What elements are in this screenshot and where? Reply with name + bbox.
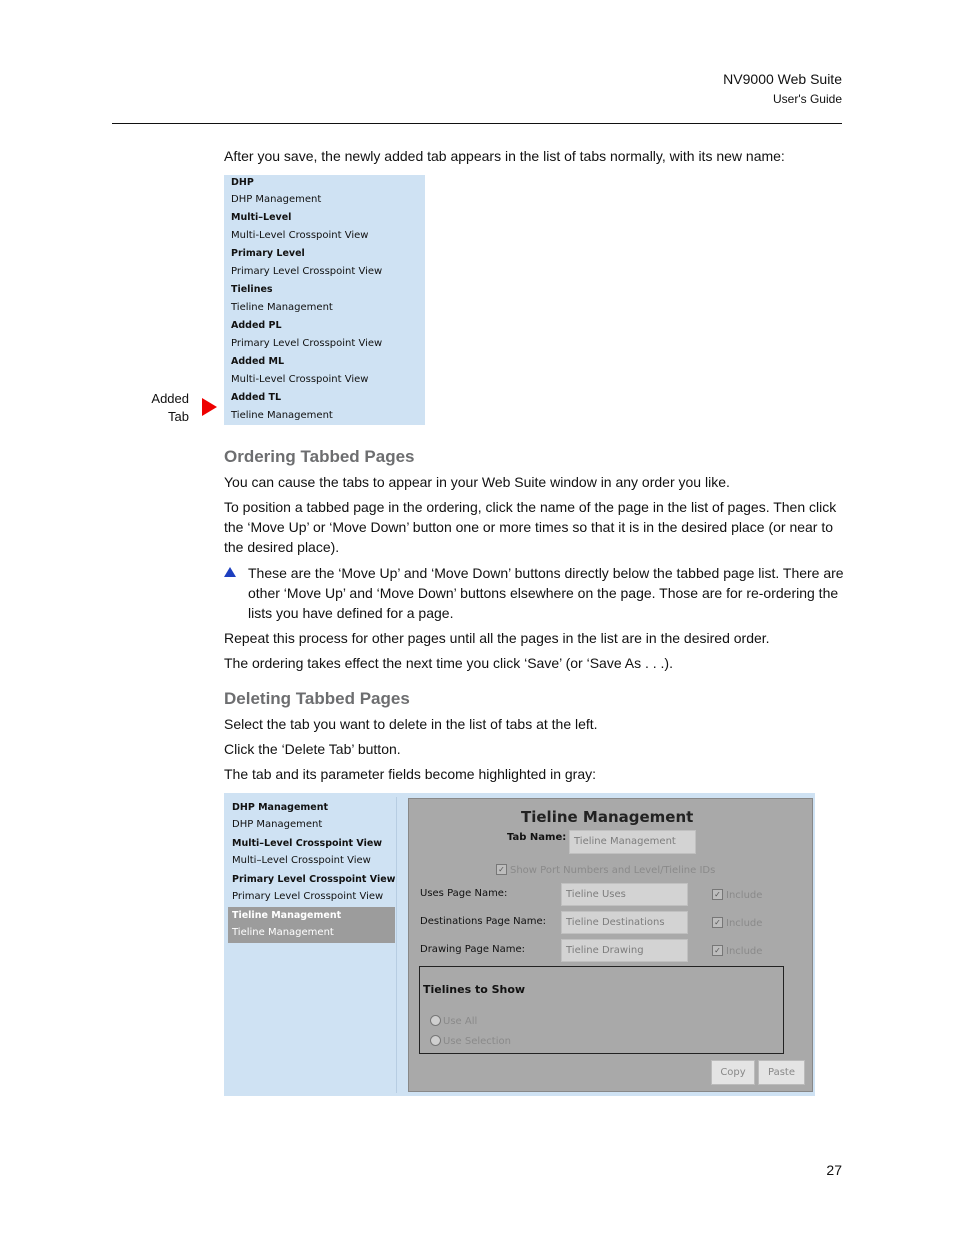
tielines-to-show-title: Tielines to Show	[423, 983, 526, 996]
callout-line-1: Added	[151, 391, 189, 406]
tab-list-item[interactable]: Added PL	[231, 320, 282, 331]
callout-label	[140, 390, 189, 426]
uses-page-name-field[interactable]: Tieline Uses	[561, 883, 688, 906]
tab-list-item[interactable]: Primary Level Crosspoint View	[232, 874, 396, 885]
tab-list-item[interactable]: Multi–Level Crosspoint View	[232, 838, 383, 849]
tab-list-item-selected[interactable]: Tieline Management	[232, 927, 334, 938]
use-selection-label: Use Selection	[443, 1036, 511, 1047]
tab-list-panel	[228, 797, 397, 1093]
ordering-paragraph-4: The ordering takes effect the next time you click ‘Save’ (or ‘Save As . . .).	[224, 655, 673, 671]
header-rule	[112, 123, 842, 124]
tielines-to-show-group	[419, 966, 784, 1054]
page-number: 27	[826, 1162, 842, 1178]
destinations-include-checkbox[interactable]: ✓	[712, 917, 723, 928]
ordering-paragraph-1: You can cause the tabs to appear in your Web Suite window in any order you like.	[224, 474, 730, 490]
use-all-label: Use All	[443, 1016, 478, 1027]
tab-list-item-selected[interactable]: Tieline Management	[232, 910, 342, 921]
uses-include-checkbox[interactable]: ✓	[712, 889, 723, 900]
drawing-page-name-label: Drawing Page Name:	[420, 944, 526, 955]
tab-list-item[interactable]: Primary Level Crosspoint View	[232, 891, 384, 902]
deleting-heading: Deleting Tabbed Pages	[224, 689, 410, 708]
drawing-include-checkbox[interactable]: ✓	[712, 945, 723, 956]
destinations-page-name-field[interactable]: Tieline Destinations	[561, 911, 688, 934]
tab-list-item[interactable]: Tieline Management	[231, 410, 333, 421]
ordering-heading: Ordering Tabbed Pages	[224, 447, 415, 466]
use-all-radio[interactable]	[430, 1015, 441, 1026]
intro-paragraph: After you save, the newly added tab appears in the list of tabs normally, with its new name:	[224, 148, 785, 164]
tab-list-figure	[224, 175, 425, 425]
callout-arrow-icon	[202, 398, 217, 416]
callout-line-2: Tab	[168, 409, 189, 424]
drawing-include-label: Include	[726, 946, 763, 957]
tab-list-item[interactable]: DHP	[231, 177, 254, 188]
deleting-paragraph-2: Click the ‘Delete Tab’ button.	[224, 741, 401, 757]
panel-title: Tieline Management	[521, 808, 694, 826]
tab-list-item[interactable]: Tielines	[231, 284, 273, 295]
ordering-paragraph-3: Repeat this process for other pages until all the pages in the list are in the desired order.	[224, 630, 770, 646]
tab-list-item[interactable]: Multi–Level Crosspoint View	[232, 855, 371, 866]
drawing-page-name-field[interactable]: Tieline Drawing	[561, 939, 688, 962]
tab-name-label: Tab Name:	[507, 832, 567, 843]
ordering-bullet: These are the ‘Move Up’ and ‘Move Down’ buttons directly below the tabbed page list. There are other ‘Move Up’ and ‘Move Down’ buttons elsewhere on the page. Those are for re-ordering the lists you have defined for a page.	[248, 565, 844, 621]
tab-list-item[interactable]: Primary Level	[231, 248, 305, 259]
copy-button[interactable]: Copy	[711, 1060, 755, 1085]
delete-tab-screenshot	[224, 793, 815, 1096]
destinations-page-name-label: Destinations Page Name:	[420, 916, 547, 927]
selected-tab-highlight[interactable]	[228, 907, 395, 943]
show-ids-label: Show Port Numbers and Level/Tieline IDs	[510, 865, 716, 876]
use-selection-radio[interactable]	[430, 1035, 441, 1046]
tab-list-item[interactable]: Primary Level Crosspoint View	[231, 266, 383, 277]
tab-list-item[interactable]: DHP Management	[232, 802, 329, 813]
tab-list-item[interactable]: Added TL	[231, 392, 282, 403]
tab-name-field[interactable]: Tieline Management	[569, 830, 696, 854]
tab-list-item[interactable]: DHP Management	[231, 194, 322, 205]
tab-list-item[interactable]: Added ML	[231, 356, 285, 367]
running-header-subtitle: User's Guide	[773, 92, 842, 106]
paste-button[interactable]: Paste	[758, 1060, 805, 1085]
uses-include-label: Include	[726, 890, 763, 901]
tab-list-item[interactable]: Multi-Level Crosspoint View	[231, 230, 369, 241]
tab-parameters-panel	[408, 798, 813, 1092]
tab-list-item[interactable]: Multi–Level	[231, 212, 292, 223]
tab-list-item[interactable]: Multi-Level Crosspoint View	[231, 374, 369, 385]
bullet-triangle-icon	[224, 567, 236, 577]
deleting-paragraph-1: Select the tab you want to delete in the list of tabs at the left.	[224, 716, 598, 732]
running-header-title: NV9000 Web Suite	[723, 71, 842, 87]
tab-list-item[interactable]: Primary Level Crosspoint View	[231, 338, 383, 349]
deleting-paragraph-3: The tab and its parameter fields become highlighted in gray:	[224, 766, 596, 782]
destinations-include-label: Include	[726, 918, 763, 929]
show-ids-checkbox[interactable]: ✓	[496, 864, 507, 875]
ordering-paragraph-2: To position a tabbed page in the ordering, click the name of the page in the list of pages. Then click the ‘Move Up’ or ‘Move Down’ button one or more times so that it is in the desired place (or near to the desired place).	[224, 499, 837, 555]
tab-list-item[interactable]: Tieline Management	[231, 302, 333, 313]
uses-page-name-label: Uses Page Name:	[420, 888, 508, 899]
tab-list-item[interactable]: DHP Management	[232, 819, 323, 830]
